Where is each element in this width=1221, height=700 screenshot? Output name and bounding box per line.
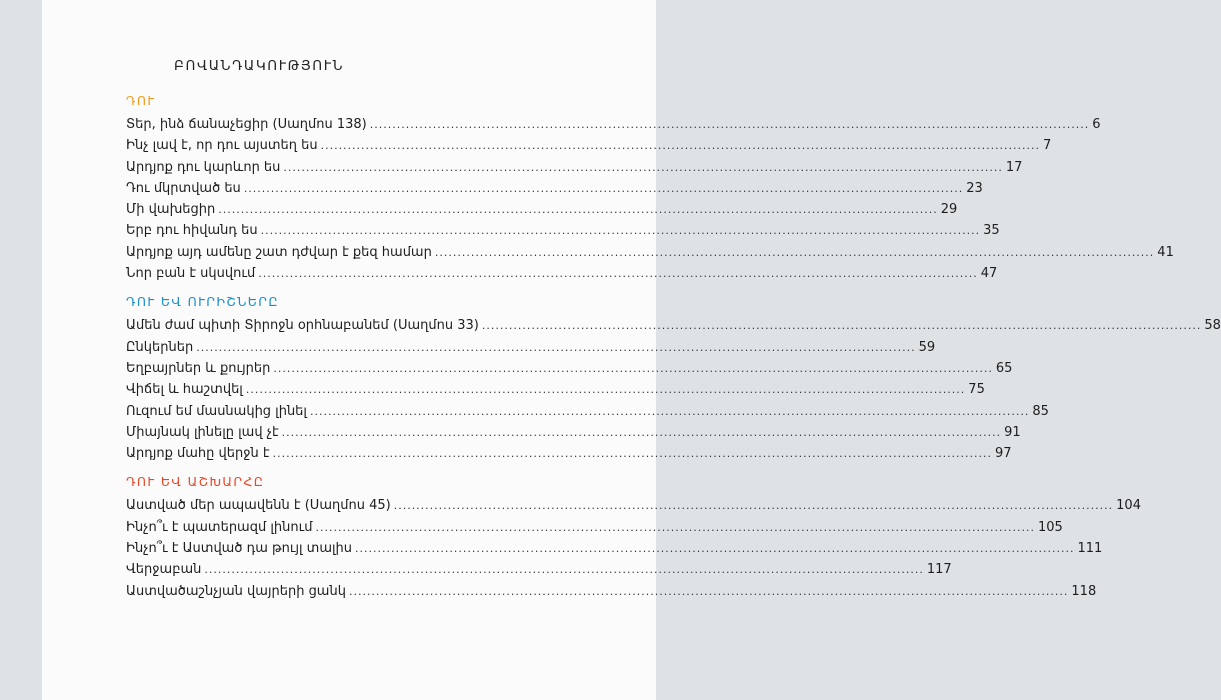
entry-page-number: 41 xyxy=(1157,244,1174,260)
entry-title: Նոր բան է սկսվում xyxy=(126,266,256,282)
entry-page-number: 6 xyxy=(1092,117,1101,132)
entry-title: Արդյոք դու կարևոր ես xyxy=(126,159,281,175)
dot-leader: ................................................................................................................................................................ xyxy=(393,499,1114,513)
entry-title: Ինչո՞ւ է Աստված դա թույլ տալիս xyxy=(126,541,352,557)
dot-leader: ................................................................................................................................................................ xyxy=(434,245,1155,259)
dot-leader: ................................................................................................................................................................ xyxy=(281,425,1002,439)
entry-page-number: 7 xyxy=(1043,138,1052,154)
entry-page-number: 35 xyxy=(983,223,1000,239)
entry-title: Ընկերներ xyxy=(126,339,194,355)
dot-leader: ................................................................................................................................................................ xyxy=(243,181,964,195)
entry-page-number: 118 xyxy=(1071,583,1097,599)
entry-title: Տեր, ինձ ճանաչեցիր (Սաղմոս 138) xyxy=(126,117,367,132)
entry-page-number: 85 xyxy=(1032,403,1049,419)
toc-entry[interactable] xyxy=(126,337,936,358)
entry-page-number: 29 xyxy=(940,202,958,218)
dot-leader: ................................................................................................................................................................ xyxy=(315,520,1035,534)
entry-title: Վիճել և հաշտվել xyxy=(126,382,243,398)
dot-leader: ................................................................................................................................................................ xyxy=(245,383,966,397)
entry-page-number: 23 xyxy=(966,180,983,196)
dot-leader: ................................................................................................................................................................ xyxy=(355,542,1075,556)
entry-title: Ամեն ժամ պիտի Տիրոջն օրհնաբանեմ (Սաղմոս 33) xyxy=(126,318,479,334)
dot-leader: ................................................................................................................................................................ xyxy=(258,267,978,281)
entry-page-number: 111 xyxy=(1077,541,1103,557)
entry-title: Աստված մեր ապավենն է (Սաղմոս 45) xyxy=(126,498,391,514)
entry-page-number: 47 xyxy=(980,266,998,282)
entry-title: Երբ դու հիվանդ ես xyxy=(126,223,258,239)
entry-title: Մի վախեցիր xyxy=(126,202,216,218)
entry-title: Արդյոք մահը վերջն է xyxy=(126,446,270,462)
toc-entry[interactable] xyxy=(126,581,1097,602)
entry-page-number: 75 xyxy=(968,382,985,398)
entry-title: Միայնակ լինելը լավ չէ xyxy=(126,424,279,440)
toc-entry[interactable] xyxy=(126,220,1000,241)
toc-entry[interactable] xyxy=(126,422,1021,443)
entry-title: Վերջաբան xyxy=(126,562,202,578)
toc-entry[interactable] xyxy=(126,242,1174,263)
toc-entry[interactable] xyxy=(126,178,983,199)
toc-entry[interactable] xyxy=(126,559,952,580)
document-page xyxy=(42,0,1221,700)
toc-entry[interactable] xyxy=(126,135,1052,156)
dot-leader: ................................................................................................................................................................ xyxy=(196,340,916,354)
dot-leader: ................................................................................................................................................................ xyxy=(309,404,1030,418)
entry-page-number: 58 xyxy=(1204,318,1221,334)
toc-entry[interactable] xyxy=(126,263,998,284)
dot-leader: ................................................................................................................................................................ xyxy=(218,203,938,217)
entry-page-number: 105 xyxy=(1037,519,1063,535)
entry-page-number: 59 xyxy=(918,339,936,355)
entry-title: Ինչո՞ւ է պատերազմ լինում xyxy=(126,519,313,535)
dot-leader: ................................................................................................................................................................ xyxy=(204,563,924,577)
dot-leader: ................................................................................................................................................................ xyxy=(369,118,1090,131)
entry-page-number: 104 xyxy=(1116,498,1141,514)
entry-title: Արդյոք այդ ամենը շատ դժվար է քեզ համար xyxy=(126,244,432,260)
section-heading: ԴՈՒ ԵՎ ԱՇԽԱՐՀԸ xyxy=(126,474,265,490)
toc-entry[interactable] xyxy=(126,358,1013,379)
toc-sections xyxy=(126,91,1221,602)
dot-leader: ................................................................................................................................................................ xyxy=(481,319,1202,333)
dot-leader: ................................................................................................................................................................ xyxy=(273,361,993,375)
toc-entry[interactable] xyxy=(126,401,1049,422)
entry-page-number: 97 xyxy=(995,446,1012,462)
section-heading: ԴՈՒ ԵՎ ՈՒՐԻՇՆԵՐԸ xyxy=(126,294,279,310)
entry-page-number: 17 xyxy=(1005,159,1023,175)
toc-entry[interactable] xyxy=(126,379,985,400)
dot-leader: ................................................................................................................................................................ xyxy=(348,584,1069,598)
toc-entry[interactable] xyxy=(126,199,958,220)
dot-leader: ................................................................................................................................................................ xyxy=(272,447,993,461)
entry-page-number: 117 xyxy=(926,562,952,578)
toc-section xyxy=(126,292,1221,464)
entry-page-number: 65 xyxy=(995,360,1013,376)
toc-entry[interactable] xyxy=(126,495,1141,516)
entry-title: Եղբայրներ և քույրեր xyxy=(126,360,271,376)
dot-leader: ................................................................................................................................................................ xyxy=(283,160,1003,174)
toc-entry[interactable] xyxy=(126,315,1221,336)
entry-title: Ուզում եմ մասնակից լինել xyxy=(126,403,307,419)
toc-entry[interactable] xyxy=(126,157,1023,178)
table-of-contents xyxy=(126,58,1221,610)
toc-entry[interactable] xyxy=(126,114,1101,135)
dot-leader: ................................................................................................................................................................ xyxy=(260,224,981,238)
entry-title: Դու մկրտված ես xyxy=(126,180,241,196)
toc-entry[interactable] xyxy=(126,443,1012,464)
entry-page-number: 91 xyxy=(1004,424,1021,440)
toc-section xyxy=(126,91,1174,284)
toc-entry[interactable] xyxy=(126,517,1063,538)
toc-entry[interactable] xyxy=(126,538,1103,559)
toc-section xyxy=(126,472,1141,601)
entry-title: Աստվածաշնչյան վայրերի ցանկ xyxy=(126,583,346,599)
toc-title: ԲՈՎԱՆԴԱԿՈՒԹՅՈՒՆ xyxy=(174,58,345,74)
dot-leader: ................................................................................................................................................................ xyxy=(320,139,1041,153)
entry-title: Ինչ լավ է, որ դու այստեղ ես xyxy=(126,138,318,154)
section-heading: ԴՈՒ xyxy=(126,93,156,108)
